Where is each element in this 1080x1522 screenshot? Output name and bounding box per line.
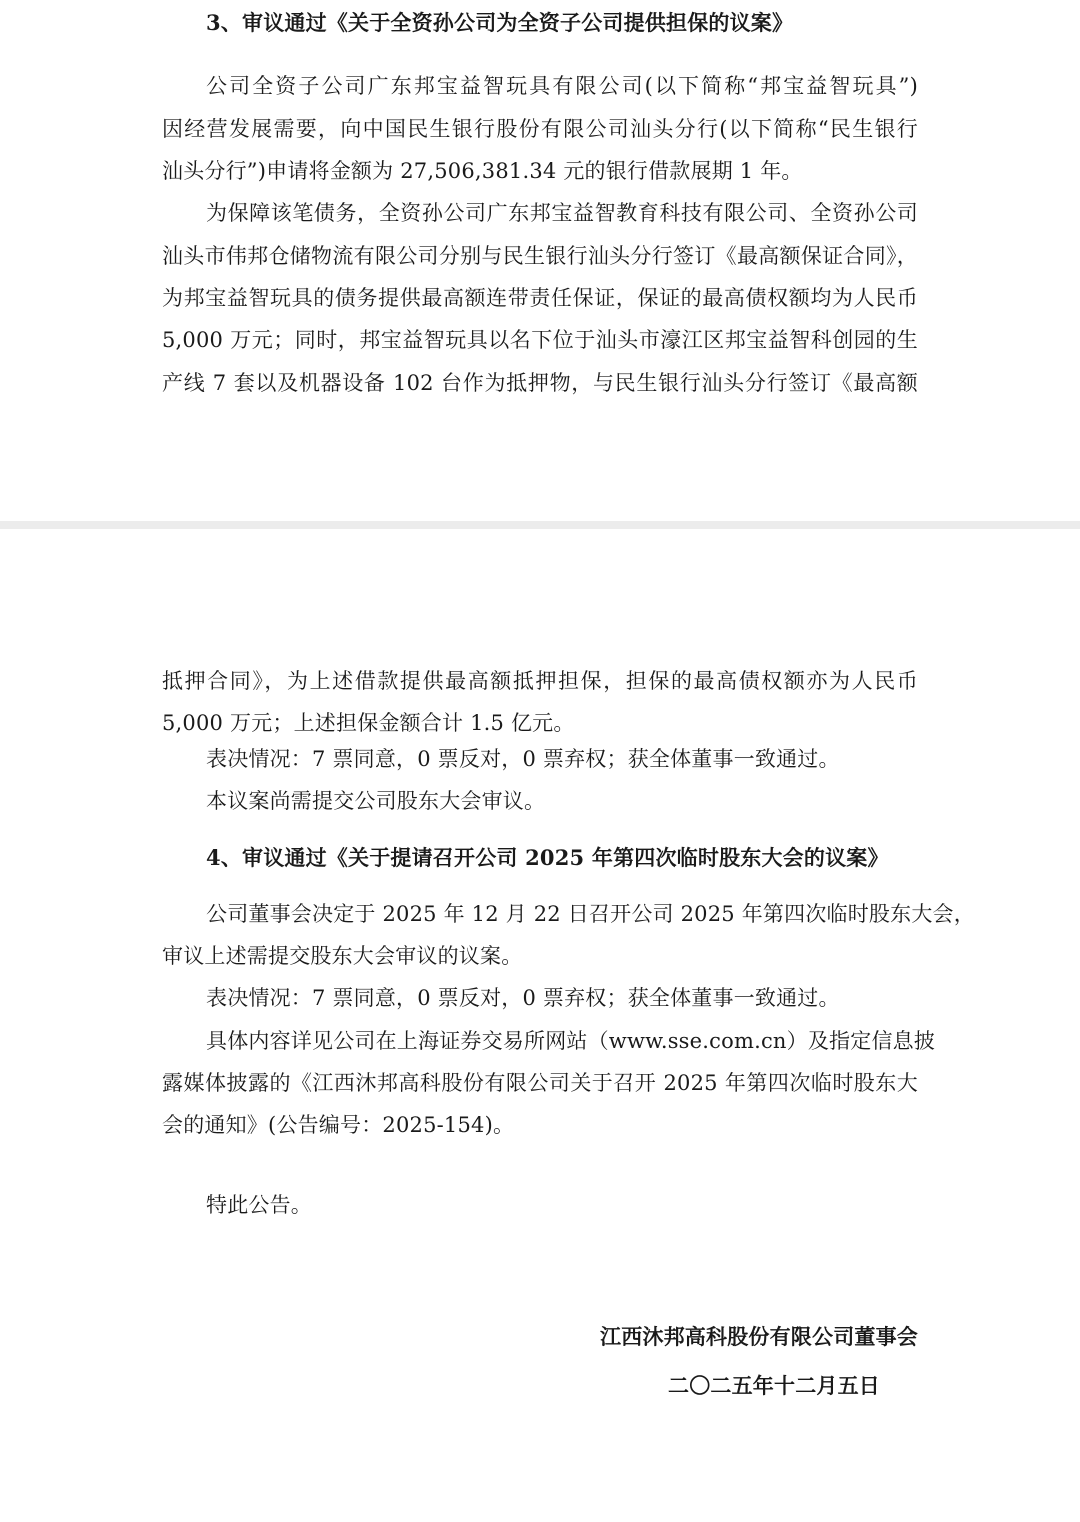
- section3-p2-line1: 为保障该笔债务，全资孙公司广东邦宝益智教育科技有限公司、全资孙公司: [206, 201, 918, 225]
- section3-note: 本议案尚需提交公司股东大会审议。: [206, 789, 546, 813]
- signature-date: 二〇二五年十二月五日: [668, 1373, 880, 1398]
- section4-vote: 表决情况：7 票同意，0 票反对，0 票弃权；获全体董事一致通过。: [206, 986, 840, 1010]
- section4-p2-line1: 具体内容详见公司在上海证券交易所网站（www.sse.com.cn）及指定信息披: [206, 1029, 936, 1053]
- section3-p1-line2: 因经营发展需要，向中国民生银行股份有限公司汕头分行(以下简称“民生银行: [162, 117, 918, 141]
- signature-company: 江西沐邦高科股份有限公司董事会: [600, 1324, 918, 1349]
- section3-p1-line1: 公司全资子公司广东邦宝益智玩具有限公司(以下简称“邦宝益智玩具”): [206, 74, 918, 98]
- section4-p1-line1: 公司董事会决定于 2025 年 12 月 22 日召开公司 2025 年第四次临时股东大会，: [206, 902, 975, 926]
- section3-vote: 表决情况：7 票同意，0 票反对，0 票弃权；获全体董事一致通过。: [206, 747, 840, 771]
- section4-p2-line2: 露媒体披露的《江西沐邦高科股份有限公司关于召开 2025 年第四次临时股东大: [162, 1071, 918, 1095]
- section3-p2-line4: 5,000 万元；同时，邦宝益智玩具以名下位于汕头市濠江区邦宝益智科创园的生: [162, 328, 918, 352]
- section3-p2-cont-line2: 5,000 万元；上述担保金额合计 1.5 亿元。: [162, 711, 575, 735]
- section4-p2-line3: 会的通知》(公告编号：2025-154)。: [162, 1113, 515, 1137]
- section3-p2-line3: 为邦宝益智玩具的债务提供最高额连带责任保证，保证的最高债权额均为人民币: [162, 286, 918, 310]
- section3-p2-line2: 汕头市伟邦仓储物流有限公司分别与民生银行汕头分行签订《最高额保证合同》，: [162, 244, 918, 268]
- closing-text: 特此公告。: [206, 1193, 312, 1217]
- section4-heading: 4、审议通过《关于提请召开公司 2025 年第四次临时股东大会的议案》: [206, 845, 889, 870]
- section4-p1-line2: 审议上述需提交股东大会审议的议案。: [162, 944, 523, 968]
- section3-p2-line5: 产线 7 套以及机器设备 102 台作为抵押物，与民生银行汕头分行签订《最高额: [162, 371, 918, 395]
- page-break: [0, 521, 1080, 529]
- section3-heading: 3、审议通过《关于全资孙公司为全资子公司提供担保的议案》: [206, 10, 794, 35]
- section3-p1-line3: 汕头分行”)申请将金额为 27,506,381.34 元的银行借款展期 1 年。: [162, 159, 803, 183]
- section3-p2-cont-line1: 抵押合同》，为上述借款提供最高额抵押担保，担保的最高债权额亦为人民币: [162, 669, 918, 693]
